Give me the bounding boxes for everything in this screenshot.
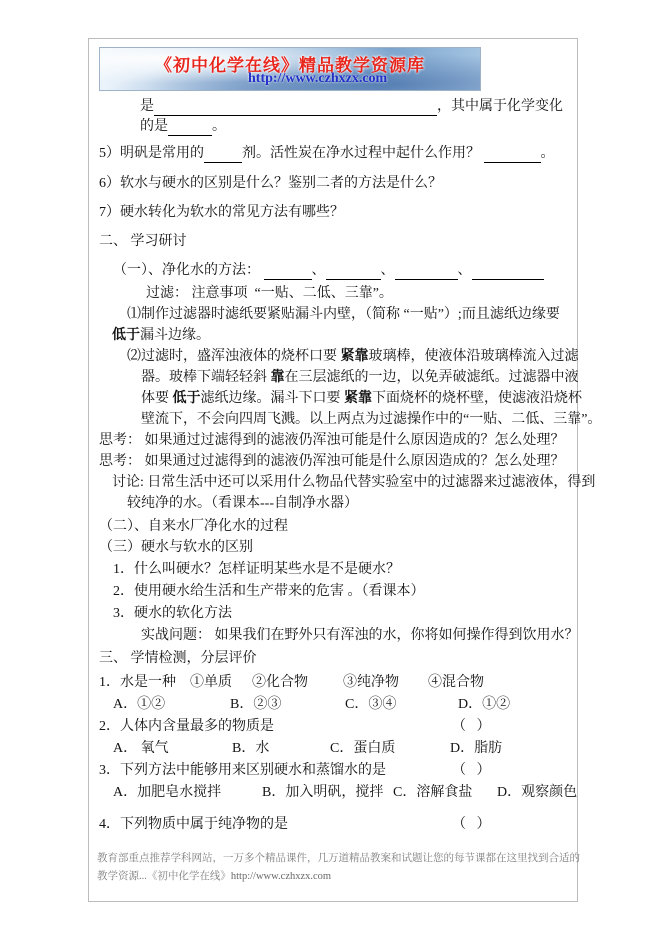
blank-line xyxy=(154,100,437,116)
option-c: C．蛋白质 xyxy=(330,741,396,756)
fill-line-1 xyxy=(140,97,563,116)
test-question-3-options xyxy=(0,781,661,801)
option-d: D．脂肪 xyxy=(450,741,503,756)
think-line-1: 思考： 如果通过过滤得到的滤液仍浑浊可能是什么原因造成的？怎么处理？ xyxy=(99,433,565,448)
test-question-1 xyxy=(0,671,661,691)
footer-line-2-text: 教学资源...《初中化学在线》 xyxy=(97,871,231,882)
fill-line-2-post: 。 xyxy=(212,119,226,134)
emphasis-bold: 低于 xyxy=(172,391,201,406)
test-question-2 xyxy=(0,715,661,735)
site-banner xyxy=(99,47,481,91)
banner-title: 《初中化学在线》精品教学资源库 xyxy=(155,56,425,75)
subsection-3-item-2: 2．使用硬水给生活和生产带来的危害 。（看课本） xyxy=(113,584,425,599)
fill-line-1-pre: 是 xyxy=(140,99,154,114)
filter-step-2-line-2 xyxy=(141,368,579,387)
text-segment: 在三层滤纸的一边，以免弄破滤纸。过滤器中液 xyxy=(284,370,579,385)
test-question-1-text: 1．水是一种 xyxy=(99,675,176,690)
discuss-line-1: 讨论: 日常生活中还可以采用什么物品代替实验室中的过滤器来过滤液体，得到 xyxy=(112,475,596,490)
blank-line xyxy=(264,264,312,280)
blank-line xyxy=(204,147,242,163)
question-5-a: 5）明矾是常用的 xyxy=(99,146,204,161)
emphasis-bold: 靠 xyxy=(270,370,285,385)
option-b: B．②③ xyxy=(230,697,282,712)
test-question-3 xyxy=(0,759,661,779)
option-c: C．③④ xyxy=(345,697,397,712)
question-5-c: 。 xyxy=(540,146,555,161)
discuss-line-2: 较纯净的水。（看课本---自制净水器） xyxy=(127,496,358,511)
footer-url-link[interactable]: http://www.czhxzx.com xyxy=(230,871,332,882)
question-5 xyxy=(99,144,555,163)
answer-bracket: （ ） xyxy=(452,719,491,734)
filter-step-1-line-2 xyxy=(112,326,210,345)
choice-item: ③纯净物 xyxy=(343,675,399,690)
question-5-b: 剂。活性炭在净水过程中起什么作用？ xyxy=(242,146,480,161)
filter-step-2-line-4: 壁流下，不会向四周飞溅。以上两点为过滤操作中的“一贴、二低、三靠”。 xyxy=(141,412,602,427)
choice-item: ④混合物 xyxy=(428,675,484,690)
text-segment: 器。玻棒下端轻轻斜 xyxy=(141,370,271,385)
fill-line-1-post: ，其中属于化学变化 xyxy=(437,99,563,114)
separator: 、 xyxy=(380,263,395,278)
footer-line-1: 教育部重点推荐学科网站，一万多个精品课件，几万道精品教案和试题让您的每节课都在这里找到合适的 xyxy=(97,853,580,864)
text-segment: ⑵过滤时，盛浑浊液体的烧杯口要 xyxy=(127,349,341,364)
choice-item: ①单质 xyxy=(190,675,232,690)
question-6: 6）软水与硬水的区别是什么？鉴别二者的方法是什么？ xyxy=(99,176,442,191)
option-d: D．观察颜色 xyxy=(497,785,578,800)
filter-step-1-rest: 漏斗边缘。 xyxy=(140,328,210,343)
test-question-2-text: 2．人体内含量最多的物质是 xyxy=(99,719,274,734)
test-question-3-text: 3．下列方法中能够用来区别硬水和蒸馏水的是 xyxy=(99,763,386,778)
blank-line xyxy=(168,120,212,136)
text-segment: 滤纸边缘。漏斗下口要 xyxy=(200,391,344,406)
methods-line xyxy=(113,261,544,280)
test-question-1-options xyxy=(0,693,661,713)
choice-item: ②化合物 xyxy=(252,675,308,690)
subsection-2-title: （二）、自来水厂净化水的过程 xyxy=(99,519,288,534)
option-b: B．水 xyxy=(232,741,270,756)
fill-line-2-pre: 的是 xyxy=(140,119,168,134)
fill-line-2 xyxy=(140,117,226,136)
filter-step-2-line-3 xyxy=(141,389,582,408)
answer-bracket: （ ） xyxy=(452,763,491,778)
text-segment: 玻璃棒，使液体沿玻璃棒流入过滤 xyxy=(368,349,579,364)
option-c: C．溶解食盐 xyxy=(393,785,473,800)
answer-bracket: （ ） xyxy=(452,817,491,832)
emphasis-bold: 低于 xyxy=(112,328,140,343)
test-question-4 xyxy=(0,813,661,833)
subsection-3-item-3: 3．硬水的软化方法 xyxy=(113,606,232,621)
methods-label: （一）、净化水的方法： xyxy=(113,263,260,278)
option-a: A．加肥皂水搅拌 xyxy=(113,785,222,800)
emphasis-bold: 紧靠 xyxy=(344,391,372,406)
option-a: A． 氧气 xyxy=(113,741,169,756)
subsection-3-item-1: 1．什么叫硬水？怎样证明某些水是不是硬水？ xyxy=(113,562,400,577)
text-segment: 下面烧杯的烧杯壁，使滤液沿烧杯 xyxy=(372,391,582,406)
test-question-4-text: 4．下列物质中属于纯净物的是 xyxy=(99,817,288,832)
filter-step-2-line-1 xyxy=(127,347,579,366)
separator: 、 xyxy=(457,263,472,278)
test-question-2-options xyxy=(0,737,661,757)
blank-line xyxy=(484,147,541,163)
blank-line xyxy=(395,264,458,280)
option-b: B．加入明矾，搅拌 xyxy=(262,785,384,800)
emphasis-bold: 紧靠 xyxy=(340,349,369,364)
subsection-3-title: （三）硬水与软水的区别 xyxy=(99,540,253,555)
practice-question: 实战问题： 如果我们在野外只有浑浊的水，你将如何操作得到饮用水？ xyxy=(141,628,579,643)
filter-note: 过滤： 注意事项 “一贴、二低、三靠”。 xyxy=(146,286,393,301)
blank-line xyxy=(326,264,381,280)
question-7: 7）硬水转化为软水的常见方法有哪些？ xyxy=(99,205,344,220)
section-3-title: 三、 学情检测，分层评价 xyxy=(99,651,257,666)
separator: 、 xyxy=(311,263,326,278)
option-d: D．①② xyxy=(458,697,511,712)
option-a: A．①② xyxy=(113,697,166,712)
section-2-title: 二、 学习研讨 xyxy=(99,234,187,249)
text-segment: 体要 xyxy=(141,391,173,406)
filter-step-1-line-1: ⑴制作过滤器时滤纸要紧贴漏斗内壁，（简称 “一贴”）;而且滤纸边缘要 xyxy=(127,307,560,322)
think-line-2: 思考： 如果通过过滤得到的滤液仍浑浊可能是什么原因造成的？怎么处理？ xyxy=(99,454,565,469)
footer-line-2 xyxy=(97,868,331,883)
banner-url-link[interactable]: http://www.czhxzx.com xyxy=(248,71,388,86)
blank-line xyxy=(472,264,544,280)
